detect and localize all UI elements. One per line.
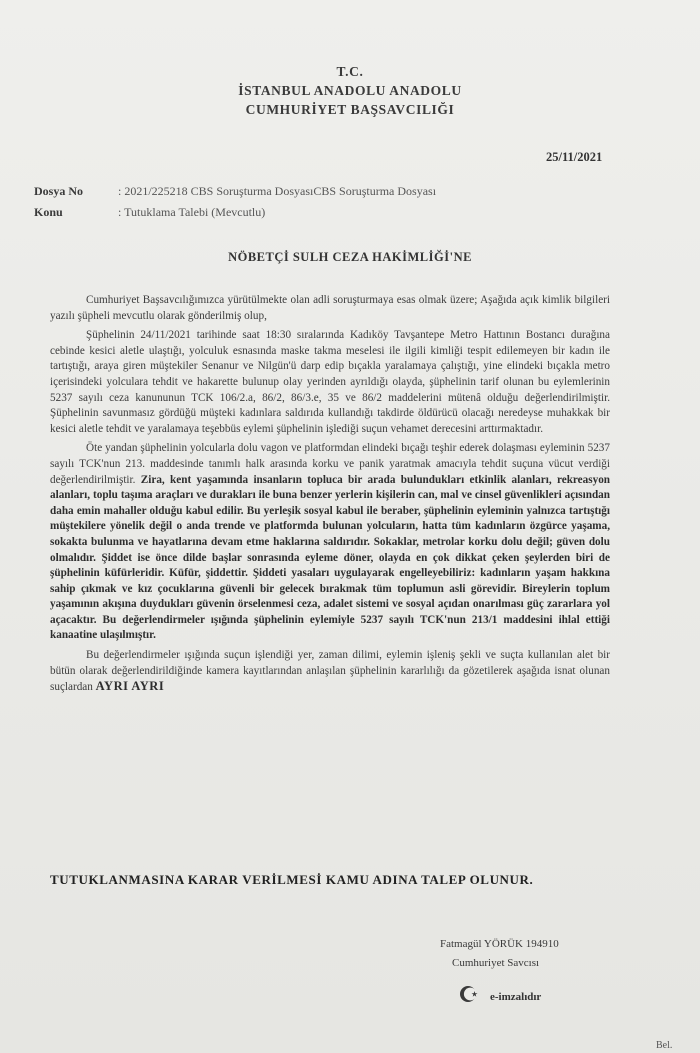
file-number-label: Dosya No xyxy=(34,184,84,198)
letterhead xyxy=(0,62,700,119)
subject-label: Konu xyxy=(34,205,63,219)
document-date: 25/11/2021 xyxy=(546,150,603,164)
paragraph-incident: Şüphelinin 24/11/2021 tarihinde saat 18:30 sıralarında Kadıköy Tavşantepe Metro Hattının Bostancı durağına cebinde kesici aletle ulaştığı, yolculuk esnasında maske takma meselesi ile ilgili kimliği tespit edilemeyen bir kadın ile tartıştığı, araya giren müştekiler Senanur ve Nilgün'ü darp edip bıçakla yaralamaya çalıştığı, yine elindeki bıçakla metro içerisindeki yolculara tehdit ve hakarette bulunup olay yerinden ayrıldığı olayda, şüphelinin tarif olunan bu eylemlerinin 5237 sayılı ceza kanununun TCK 106/2.a, 86/2, 86/3.e, 35 ve 86/2 maddelerini mütenâ olduğu değerlendirilmiştir. Şüphelinin savunmasız gördüğü müşteki kadınlara saldırıda kullandığı takdirde öldürücü olacağı neredeyse muhakkak bir kesici aletle tehdit ve yaralamaya teşebbüs eylemi şüphelinin işlediği suçun vehamet derecesini arttırmaktadır. xyxy=(50,329,610,435)
paragraph-assessment-normal: Öte yandan şüphelinin yolcularla dolu vagon ve platformdan elindeki bıçağı teşhir ederek dolaşması eyleminin 5237 sayılı TCK'nun 213. maddesinde tanımlı halk arasında korku ve panik yaratmak amacıyla tehdit suçuna vücut verdiği değerlendirilmiştir. xyxy=(50,442,610,486)
e-signature-label: e-imzalıdır xyxy=(490,991,542,1003)
paragraph-intro: Cumhuriyet Başsavcılığımızca yürütülmekte olan adli soruşturmaya esas olmak üzere; Aşağıda açık kimlik bilgileri yazılı şüpheli mevcutlu olarak gönderilmiş olup, xyxy=(50,294,610,322)
corner-mark: Bel. xyxy=(656,1040,673,1051)
file-number-value: : 2021/225218 CBS Soruşturma DosyasıCBS Soruşturma Dosyası xyxy=(118,184,437,198)
paragraph-conclusion-text: Bu değerlendirmeler ışığında suçun işlendiği yer, zaman dilimi, eylemin işleniş şekli ve suçta kullanılan alet bir bütün olarak değerlendirildiğinde kamera kayıtlarından anlaşılan şüphelinin kararlılığı da gözetilerek aşağıda isnat olunan suçlardan xyxy=(50,649,610,694)
crescent-star-icon xyxy=(458,983,480,1005)
document-body xyxy=(50,293,610,696)
request-tail: AYRI AYRI xyxy=(95,679,165,694)
file-number-row xyxy=(34,184,436,199)
paragraph-conclusion xyxy=(50,648,610,696)
letterhead-country: T.C. xyxy=(336,64,364,79)
paragraph-assessment-bold: Zira, kent yaşamında insanların topluca bir arada bulundukları etkinlik alanları, rekreasyon alanları, toplu taşıma araçları ve durakları ile buna benzer yerlerin kişilerin can, mal ve cinsel güvenlikleri açısından daha emin mahaller olduğu kabul edilir. Bu yerleşik sosyal kabul ile beraber, şüphelinin eyleminin yalnızca tartıştığı müştekilere yönelik değil o anda trende ve platformda bulunan yolcuların, hatta tüm kadınların özgürce yaşama, sokakta bulunma ve hayatlarına devam etme haklarına saldırıdır. Sokaklar, metrolar korku dolu değil; güven dolu olmalıdır. Şiddet ise önce dilde başlar sonrasında eyleme döner, olayda en çok dikkat çeken şeylerden biri de şüphelinin küfürleridir. Küfür, şiddettir. Şiddeti yasaları uygulayarak engelleyebiliriz: kadınların yaşam hakkına sahip çıkmak ve kız çocuklarına güvenli bir gelecek bırakmak tüm toplumun asli görevidir. Bireylerin toplum yaşamının akışına duydukları güvenin örselenmesi ceza, adalet sistemi ve sosyal açıdan onarılması güç zararlara yol açacaktır. Bu değerlendirmeler ışığında şüphelinin eylemiyle 5237 sayılı TCK'nun 213/1 maddesini ihlal ettiği kanaatine ulaşılmıştır. xyxy=(50,473,611,642)
letterhead-department: CUMHURİYET BAŞSAVCILIĞI xyxy=(245,102,455,117)
letterhead-office: İSTANBUL ANADOLU ANADOLU xyxy=(238,83,462,98)
prosecutor-name: Fatmagül YÖRÜK 194910 xyxy=(440,938,559,950)
subject-value: : Tutuklama Talebi (Mevcutlu) xyxy=(118,205,266,219)
addressee-title: NÖBETÇİ SULH CEZA HAKİMLİĞİ'NE xyxy=(228,250,472,264)
paragraph-assessment xyxy=(50,441,610,644)
prosecutor-title: Cumhuriyet Savcısı xyxy=(452,957,540,969)
request-statement: TUTUKLANMASINA KARAR VERİLMESİ KAMU ADINA TALEP OLUNUR. xyxy=(50,872,534,887)
subject-row xyxy=(34,205,265,220)
